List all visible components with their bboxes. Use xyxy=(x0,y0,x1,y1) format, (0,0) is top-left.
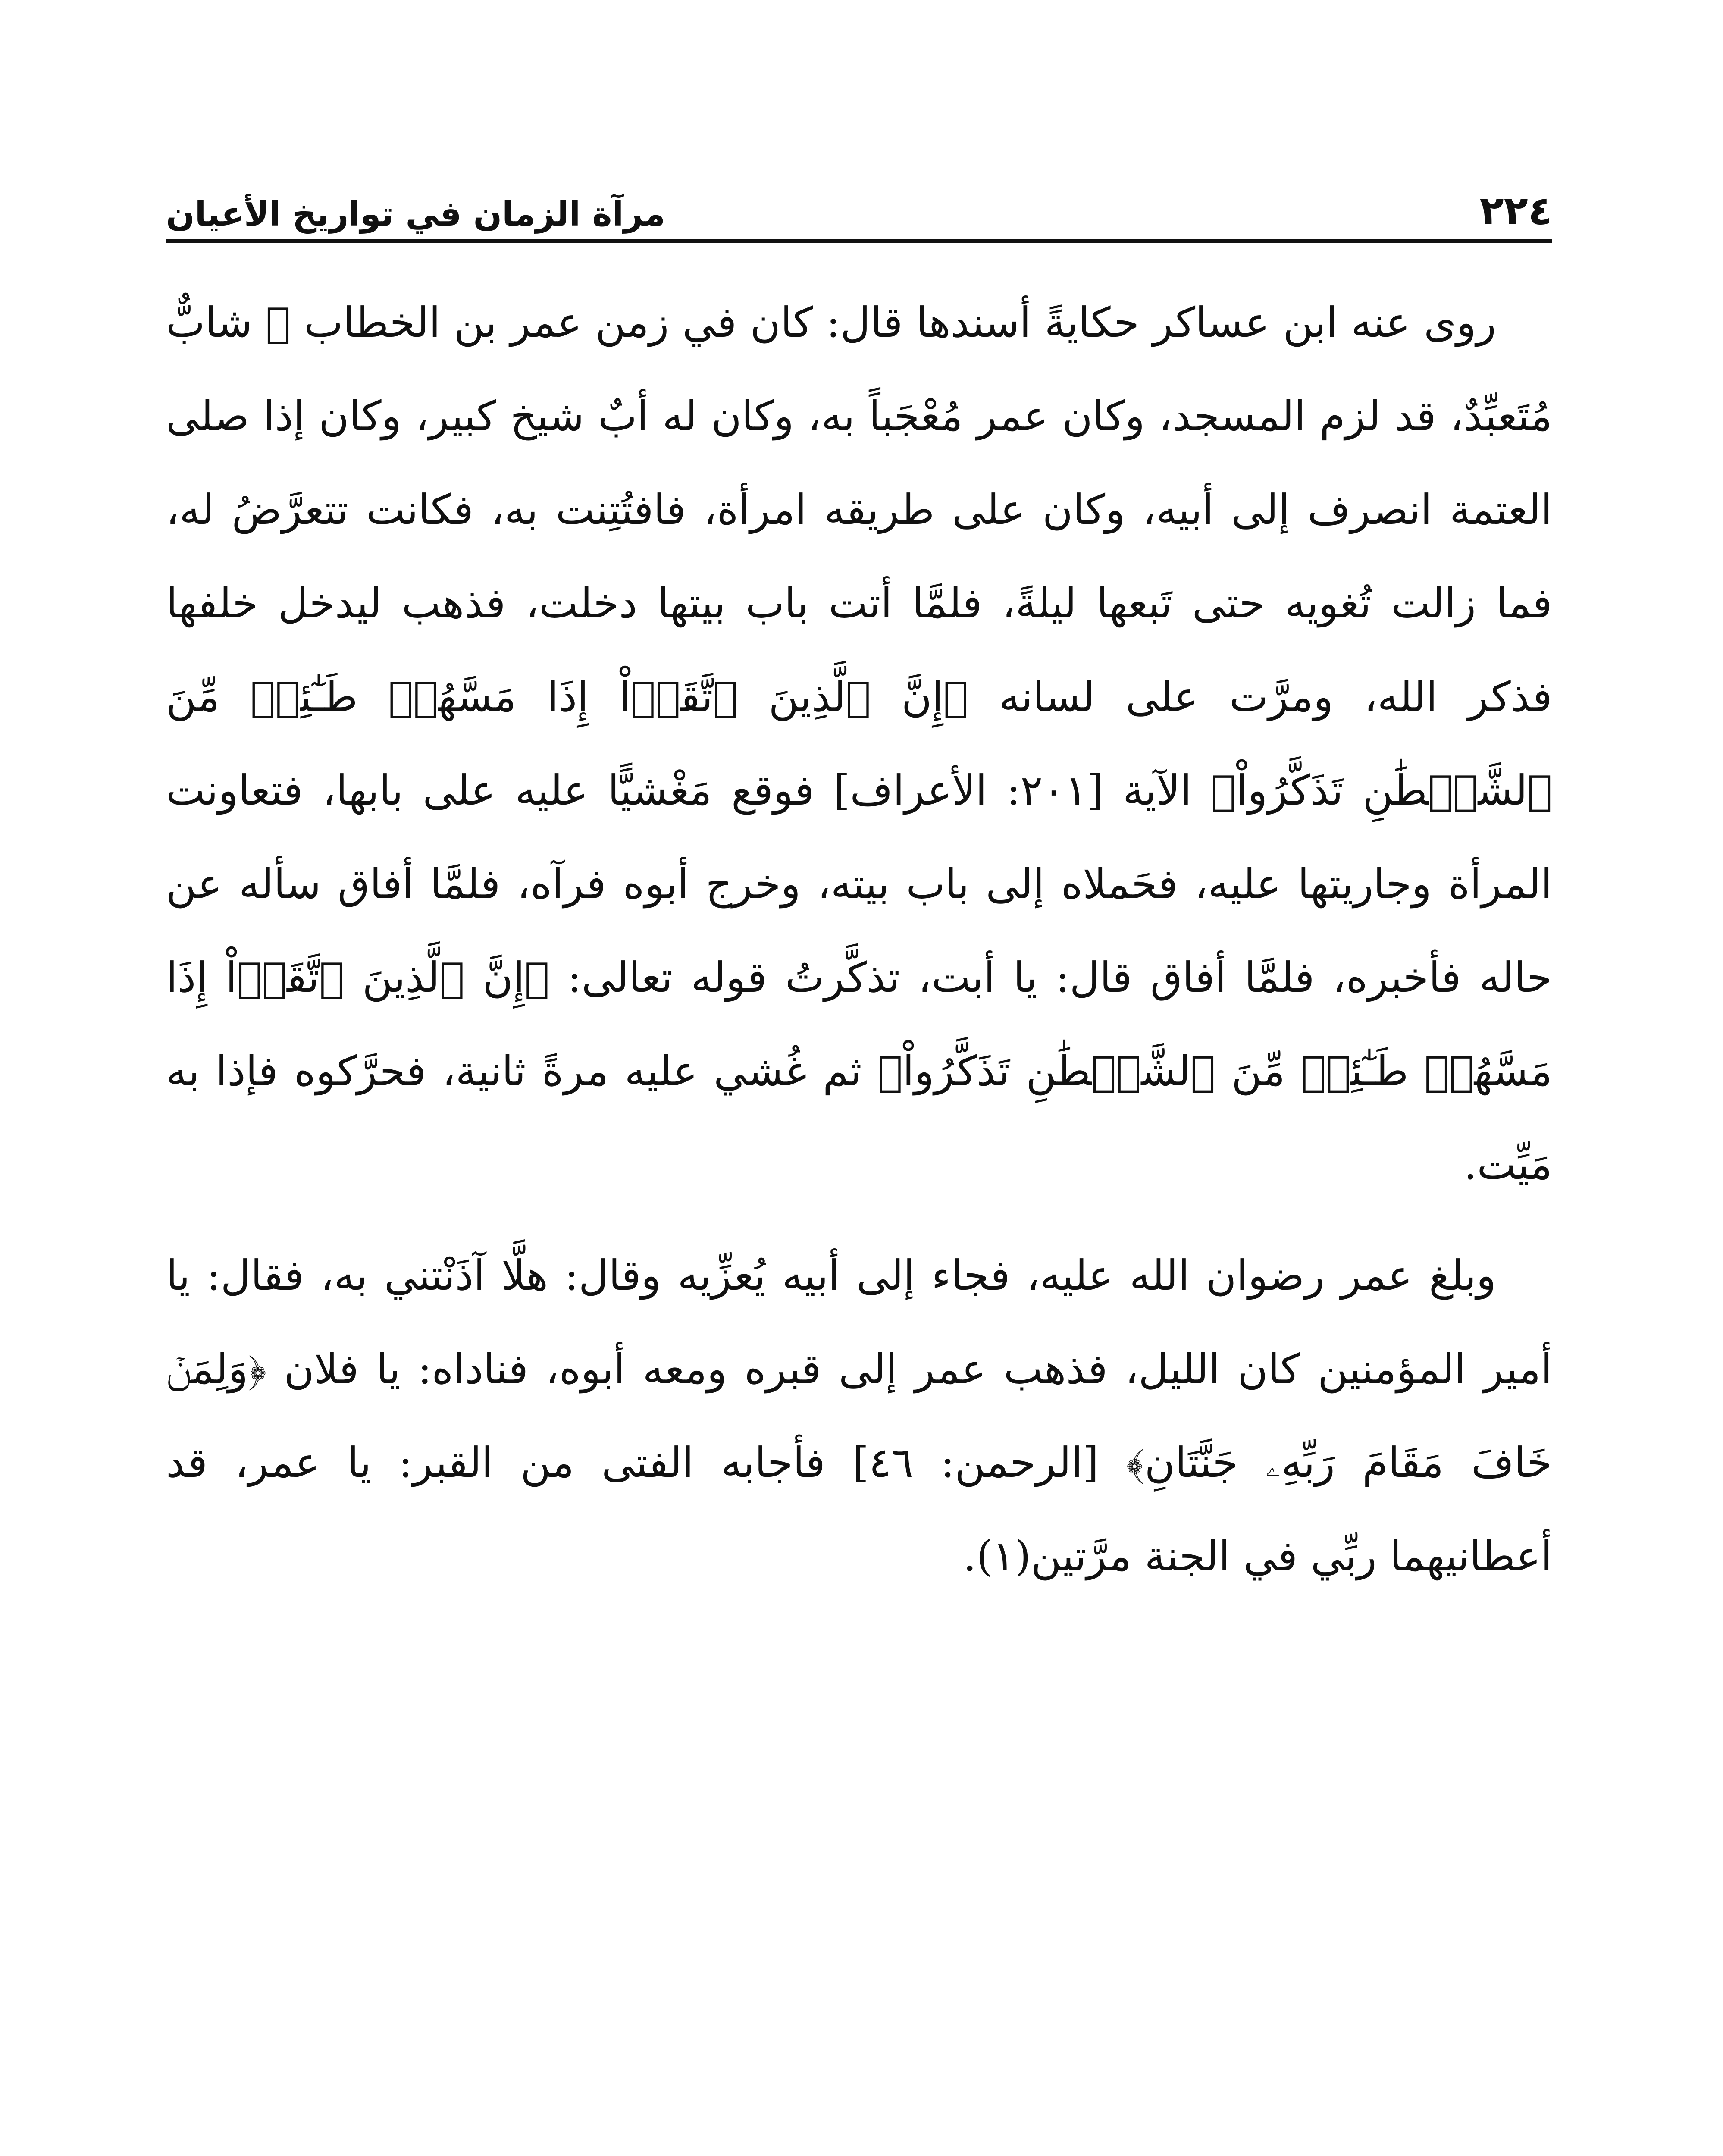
running-title: مرآة الزمان في تواريخ الأعيان xyxy=(166,195,666,234)
page-number: ٢٢٤ xyxy=(1479,188,1552,234)
main-text xyxy=(166,276,1552,1603)
paragraph-1 xyxy=(166,276,1552,1212)
paragraph-1-text: روى عنه ابن عساكر حكايةً أسندها قال: كان في زمن عمر بن الخطاب ﷺ شابٌّ مُتَعبِّدٌ، قد لزم المسجد، وكان عمر مُعْجَباً به، وكان له أبٌ شيخ كبير، وكان إذا صلى العتمة انصرف إلى أبيه، وكان على طريقه امرأة، فافتُتِنت به، فكانت تتعرَّضُ له، فما زالت تُغويه حتى تَبعها ليلةً، فلمَّا أتت باب بيتها دخلت، فذهب ليدخل خلفها فذكر الله، ومرَّت على لسانه ﴿إِنَّ ٱلَّذِينَ ٱتَّقَوۡاْ إِذَا مَسَّهُمۡ طَـٰٓئِفٞ مِّنَ ٱلشَّيۡطَٰنِ تَذَكَّرُواْ﴾ الآية [٢٠١: الأعراف] فوقع مَغْشيًّا عليه على بابها، فتعاونت المرأة وجاريتها عليه، فحَملاه إلى باب بيته، وخرج أبوه فرآه، فلمَّا أفاق سأله عن حاله فأخبره، فلمَّا أفاق قال: يا أبت، تذكَّرتُ قوله تعالى: ﴿إِنَّ ٱلَّذِينَ ٱتَّقَوۡاْ إِذَا مَسَّهُمۡ طَـٰٓئِفٞ مِّنَ ٱلشَّيۡطَٰنِ تَذَكَّرُواْ﴾ ثم غُشي عليه مرةً ثانية، فحرَّكوه فإذا به مَيِّت. xyxy=(166,298,1553,1189)
paragraph-2-text: وبلغ عمر رضوان الله عليه، فجاء إلى أبيه يُعزِّيه وقال: هلَّا آذَنْتني به، فقال: يا أمير المؤمنين كان الليل، فذهب عمر إلى قبره ومعه أبوه، فناداه: يا فلان ﴿وَلِمَنۡ خَافَ مَقَامَ رَبِّهِۦ جَنَّتَانِ﴾ [الرحمن: ٤٦] فأجابه الفتى من القبر: يا عمر، قد أعطانيهما ربِّي في الجنة مرَّتين(١). xyxy=(166,1251,1552,1580)
page-header xyxy=(166,169,1552,234)
header-divider xyxy=(166,239,1552,243)
paragraph-2 xyxy=(166,1229,1552,1603)
